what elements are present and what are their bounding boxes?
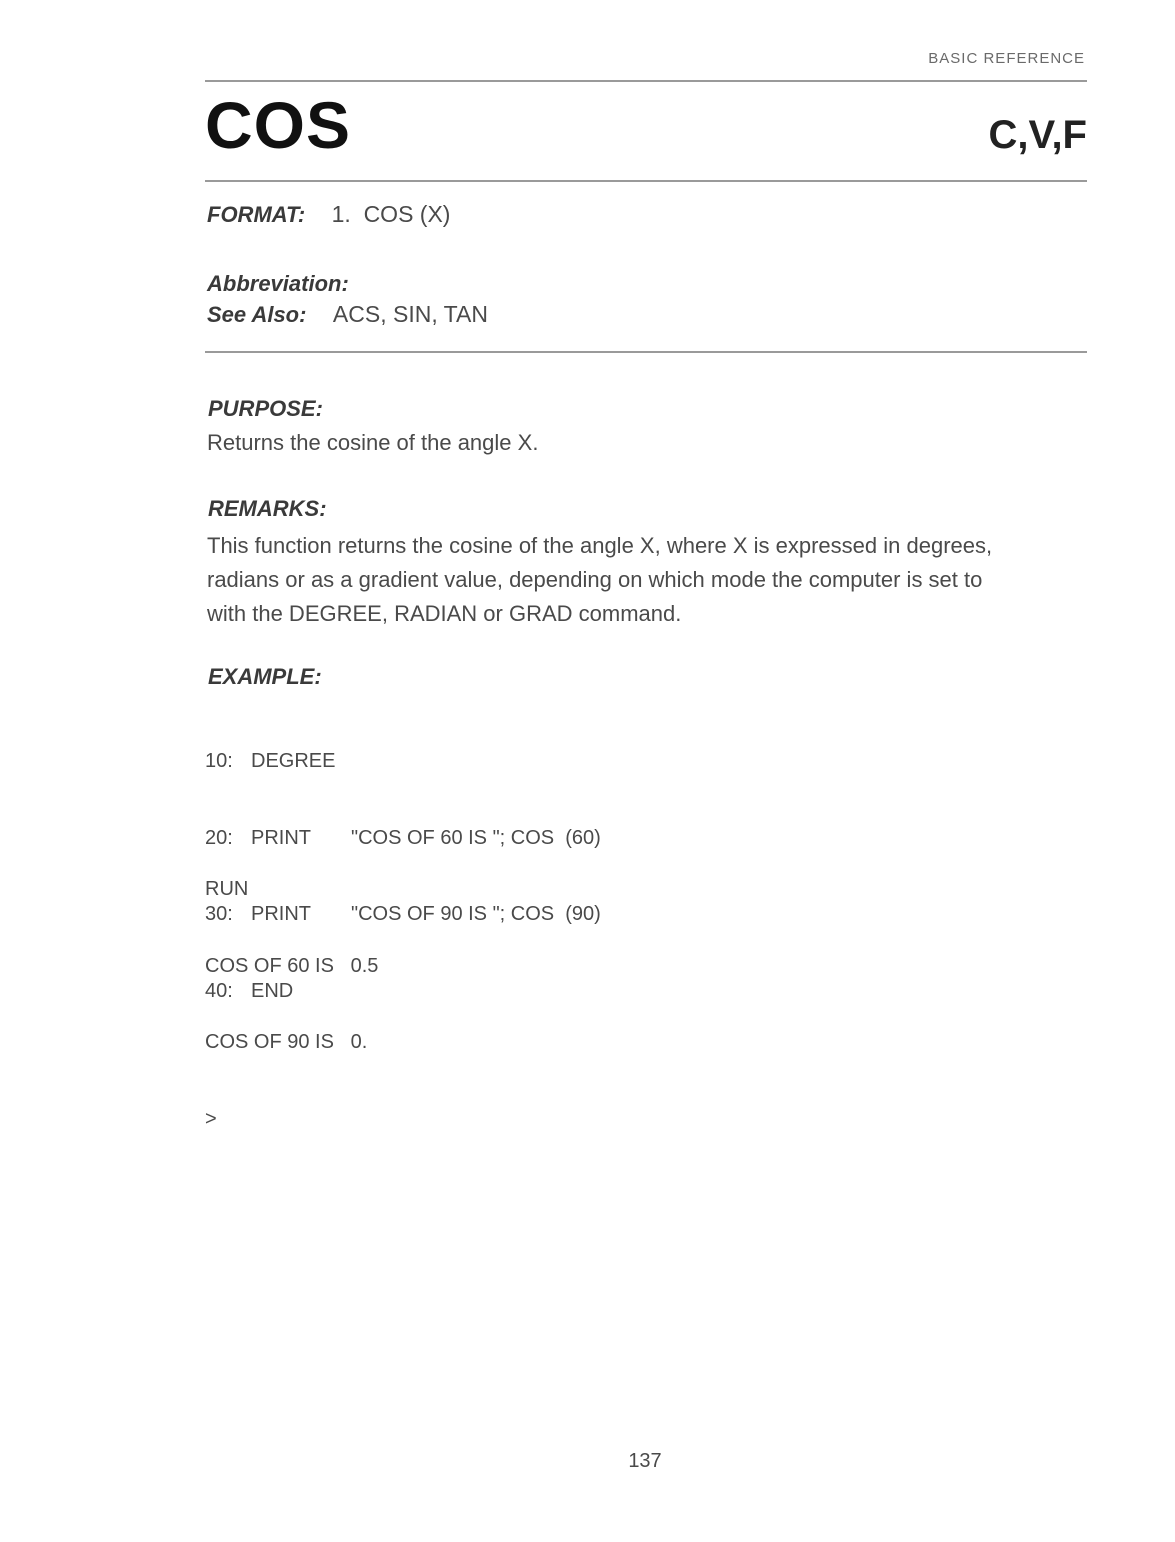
remarks-text — [207, 529, 1092, 631]
see-also-label: See Also: — [207, 302, 307, 327]
program-line — [205, 749, 601, 775]
mode-indicator: C,V,F — [988, 113, 1087, 157]
example-output — [205, 826, 378, 1158]
remarks-label: REMARKS: — [208, 496, 327, 521]
abbreviation-row — [207, 270, 349, 297]
section-rule — [205, 351, 1087, 353]
line-number: 10: — [205, 750, 233, 772]
output-prompt: > — [205, 1107, 217, 1130]
line-number: 30: — [205, 903, 233, 925]
page-title: COS — [205, 88, 352, 162]
page-number: 137 — [628, 1450, 662, 1472]
output-line: COS OF 60 IS 0.5 — [205, 954, 379, 977]
line-command: DEGREE — [251, 750, 336, 772]
line-argument: "COS OF 90 IS "; COS (90) — [351, 903, 601, 925]
see-also-row — [207, 301, 488, 328]
remarks-line: This function returns the cosine of the angle X, where X is expressed in degrees, — [207, 533, 993, 558]
output-line: COS OF 90 IS 0. — [205, 1031, 368, 1053]
purpose-text: Returns the cosine of the angle X. — [207, 430, 539, 455]
line-argument: "COS OF 60 IS "; COS (60) — [351, 826, 601, 849]
header-rule — [205, 80, 1087, 82]
format-value: 1. COS (X) — [331, 201, 451, 227]
title-rule — [205, 180, 1087, 182]
purpose-label: PURPOSE: — [208, 396, 323, 421]
remarks-line: radians or as a gradient value, depending on which mode the computer is set to — [207, 567, 983, 592]
line-command: PRINT — [251, 903, 311, 925]
line-number: 40: — [205, 979, 233, 1002]
output-line: RUN — [205, 878, 249, 900]
line-command: PRINT — [251, 826, 311, 849]
format-label: FORMAT: — [207, 202, 306, 227]
running-header: BASIC REFERENCE — [928, 50, 1085, 67]
format-row — [207, 201, 450, 228]
example-label: EXAMPLE: — [208, 664, 322, 689]
abbreviation-label: Abbreviation: — [207, 271, 349, 296]
line-number: 20: — [205, 826, 233, 849]
remarks-line: with the DEGREE, RADIAN or GRAD command. — [207, 601, 682, 626]
line-command: END — [251, 979, 294, 1002]
see-also-value: ACS, SIN, TAN — [332, 301, 488, 327]
